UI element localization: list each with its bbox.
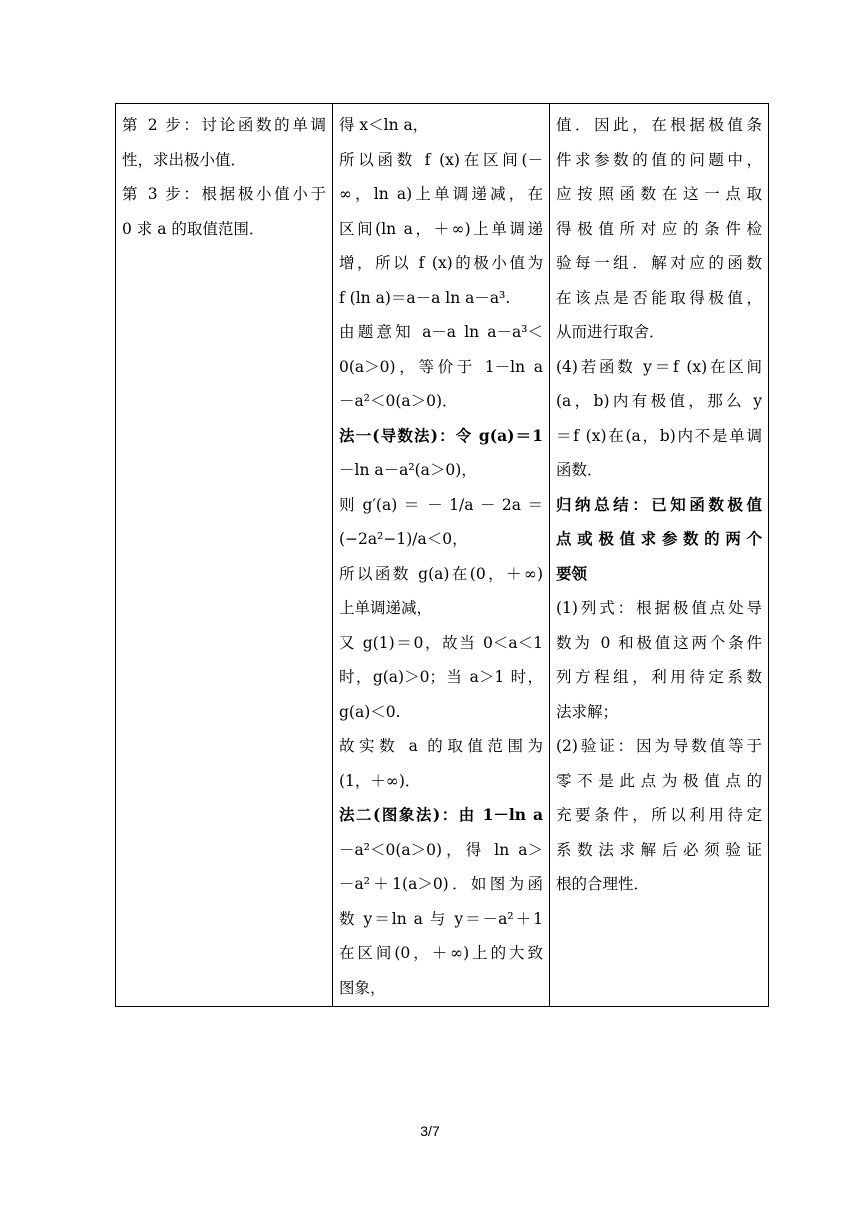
text-line: 应按照函数在这一点取 xyxy=(556,185,762,203)
table-row xyxy=(116,104,769,1007)
text-line: 值．因此，在根据极值条 xyxy=(556,116,762,134)
text-line: 0 求 a 的取值范围． xyxy=(122,219,265,238)
text-line: －a²＜0(a＞0)，得 ln a＞ xyxy=(339,840,543,859)
text-line: 第 2 步：讨论函数的单调 xyxy=(122,116,326,134)
text-line: －a²＜0(a＞0)． xyxy=(339,392,458,410)
summary-heading: 归纳总结：已知函数极值 xyxy=(556,494,762,514)
text-line: 又 g(1)＝0，故当 0＜a＜1 xyxy=(339,633,543,652)
text-line: 验每一组．解对应的函数 xyxy=(556,254,762,272)
summary-heading: 要领 xyxy=(556,563,588,583)
solution-cell xyxy=(333,104,550,1007)
fraction-line: (−2a²−1)/a＜0， xyxy=(339,530,468,548)
summary-heading: 点或极值求参数的两个 xyxy=(556,529,762,548)
text-line: 上单调递减， xyxy=(339,599,433,617)
text-line: (4)若函数 y＝f (x)在区间 xyxy=(556,357,762,376)
text-line: g(a)＜0. xyxy=(339,702,401,721)
steps-cell xyxy=(116,104,333,1007)
text-line: 件求参数的值的问题中， xyxy=(556,150,762,169)
text-line: 零不是此点为极值点的 xyxy=(556,771,762,790)
method-two-heading: 法二(图象法)：由 1－ln a xyxy=(339,805,543,824)
text-line: f (ln a)＝a－a ln a－a³. xyxy=(339,288,511,307)
text-line: 数为 0 和极值这两个条件 xyxy=(556,633,762,652)
text-line: 性，求出极小值． xyxy=(122,150,247,169)
text-line: －ln a－a²(a＞0)， xyxy=(339,461,477,479)
text-line: 列方程组，利用待定系数 xyxy=(556,668,762,686)
text-line: 0(a＞0)，等价于 1－ln a xyxy=(339,357,543,376)
text-line: 区间(ln a，＋∞)上单调递 xyxy=(339,219,543,238)
text-line: 图象， xyxy=(339,978,386,997)
text-line: 所以函数 g(a)在(0，＋∞) xyxy=(339,564,543,583)
text-line: 由题意知 a－a ln a－a³＜ xyxy=(339,323,543,341)
page-number: 3/7 xyxy=(420,1123,440,1139)
text-line: ∞，ln a)上单调递减，在 xyxy=(339,185,543,203)
text-line: (a，b)内有极值，那么 y xyxy=(556,392,762,410)
text-line: (2)验证：因为导数值等于 xyxy=(556,737,762,755)
text-line: 根的合理性． xyxy=(556,875,650,893)
text-line: 充要条件，所以利用待定 xyxy=(556,806,762,824)
text-line: (1，＋∞)． xyxy=(339,771,421,790)
text-line: 得 x＜ln a， xyxy=(339,116,429,134)
text-line: 在区间(0，＋∞)上的大致 xyxy=(339,944,543,962)
text-line: 在该点是否能取得极值， xyxy=(556,288,762,307)
text-line: 系数法求解后必须验证 xyxy=(556,840,762,859)
text-line: 函数． xyxy=(556,461,603,479)
text-line: 时，g(a)＞0；当 a＞1 时， xyxy=(339,668,543,686)
text-line: 数 y＝ln a 与 y＝－a²＋1 xyxy=(339,909,543,928)
text-line: 法求解； xyxy=(556,702,619,721)
text-line: 故实数 a 的取值范围为 xyxy=(339,737,543,755)
text-line: 增，所以 f (x)的极小值为 xyxy=(339,254,543,272)
text-line: 所以函数 f (x)在区间(－ xyxy=(339,150,543,169)
derivative-line: 则 g′(a) ＝ － 1/a － 2a ＝ xyxy=(339,495,543,514)
text-line: ＝f (x)在(a，b)内不是单调 xyxy=(556,426,762,445)
text-line: 得极值所对应的条件检 xyxy=(556,219,762,238)
content-table xyxy=(115,103,769,1007)
notes-cell xyxy=(550,104,769,1007)
text-line: 从而进行取舍． xyxy=(556,323,665,341)
method-one-heading: 法一(导数法)：令 g(a)＝1 xyxy=(339,425,543,445)
text-line: －a²＋1(a＞0)．如图为函 xyxy=(339,875,543,893)
text-line: 第 3 步：根据极小值小于 xyxy=(122,185,326,203)
text-line: (1)列式：根据极值点处导 xyxy=(556,599,762,617)
